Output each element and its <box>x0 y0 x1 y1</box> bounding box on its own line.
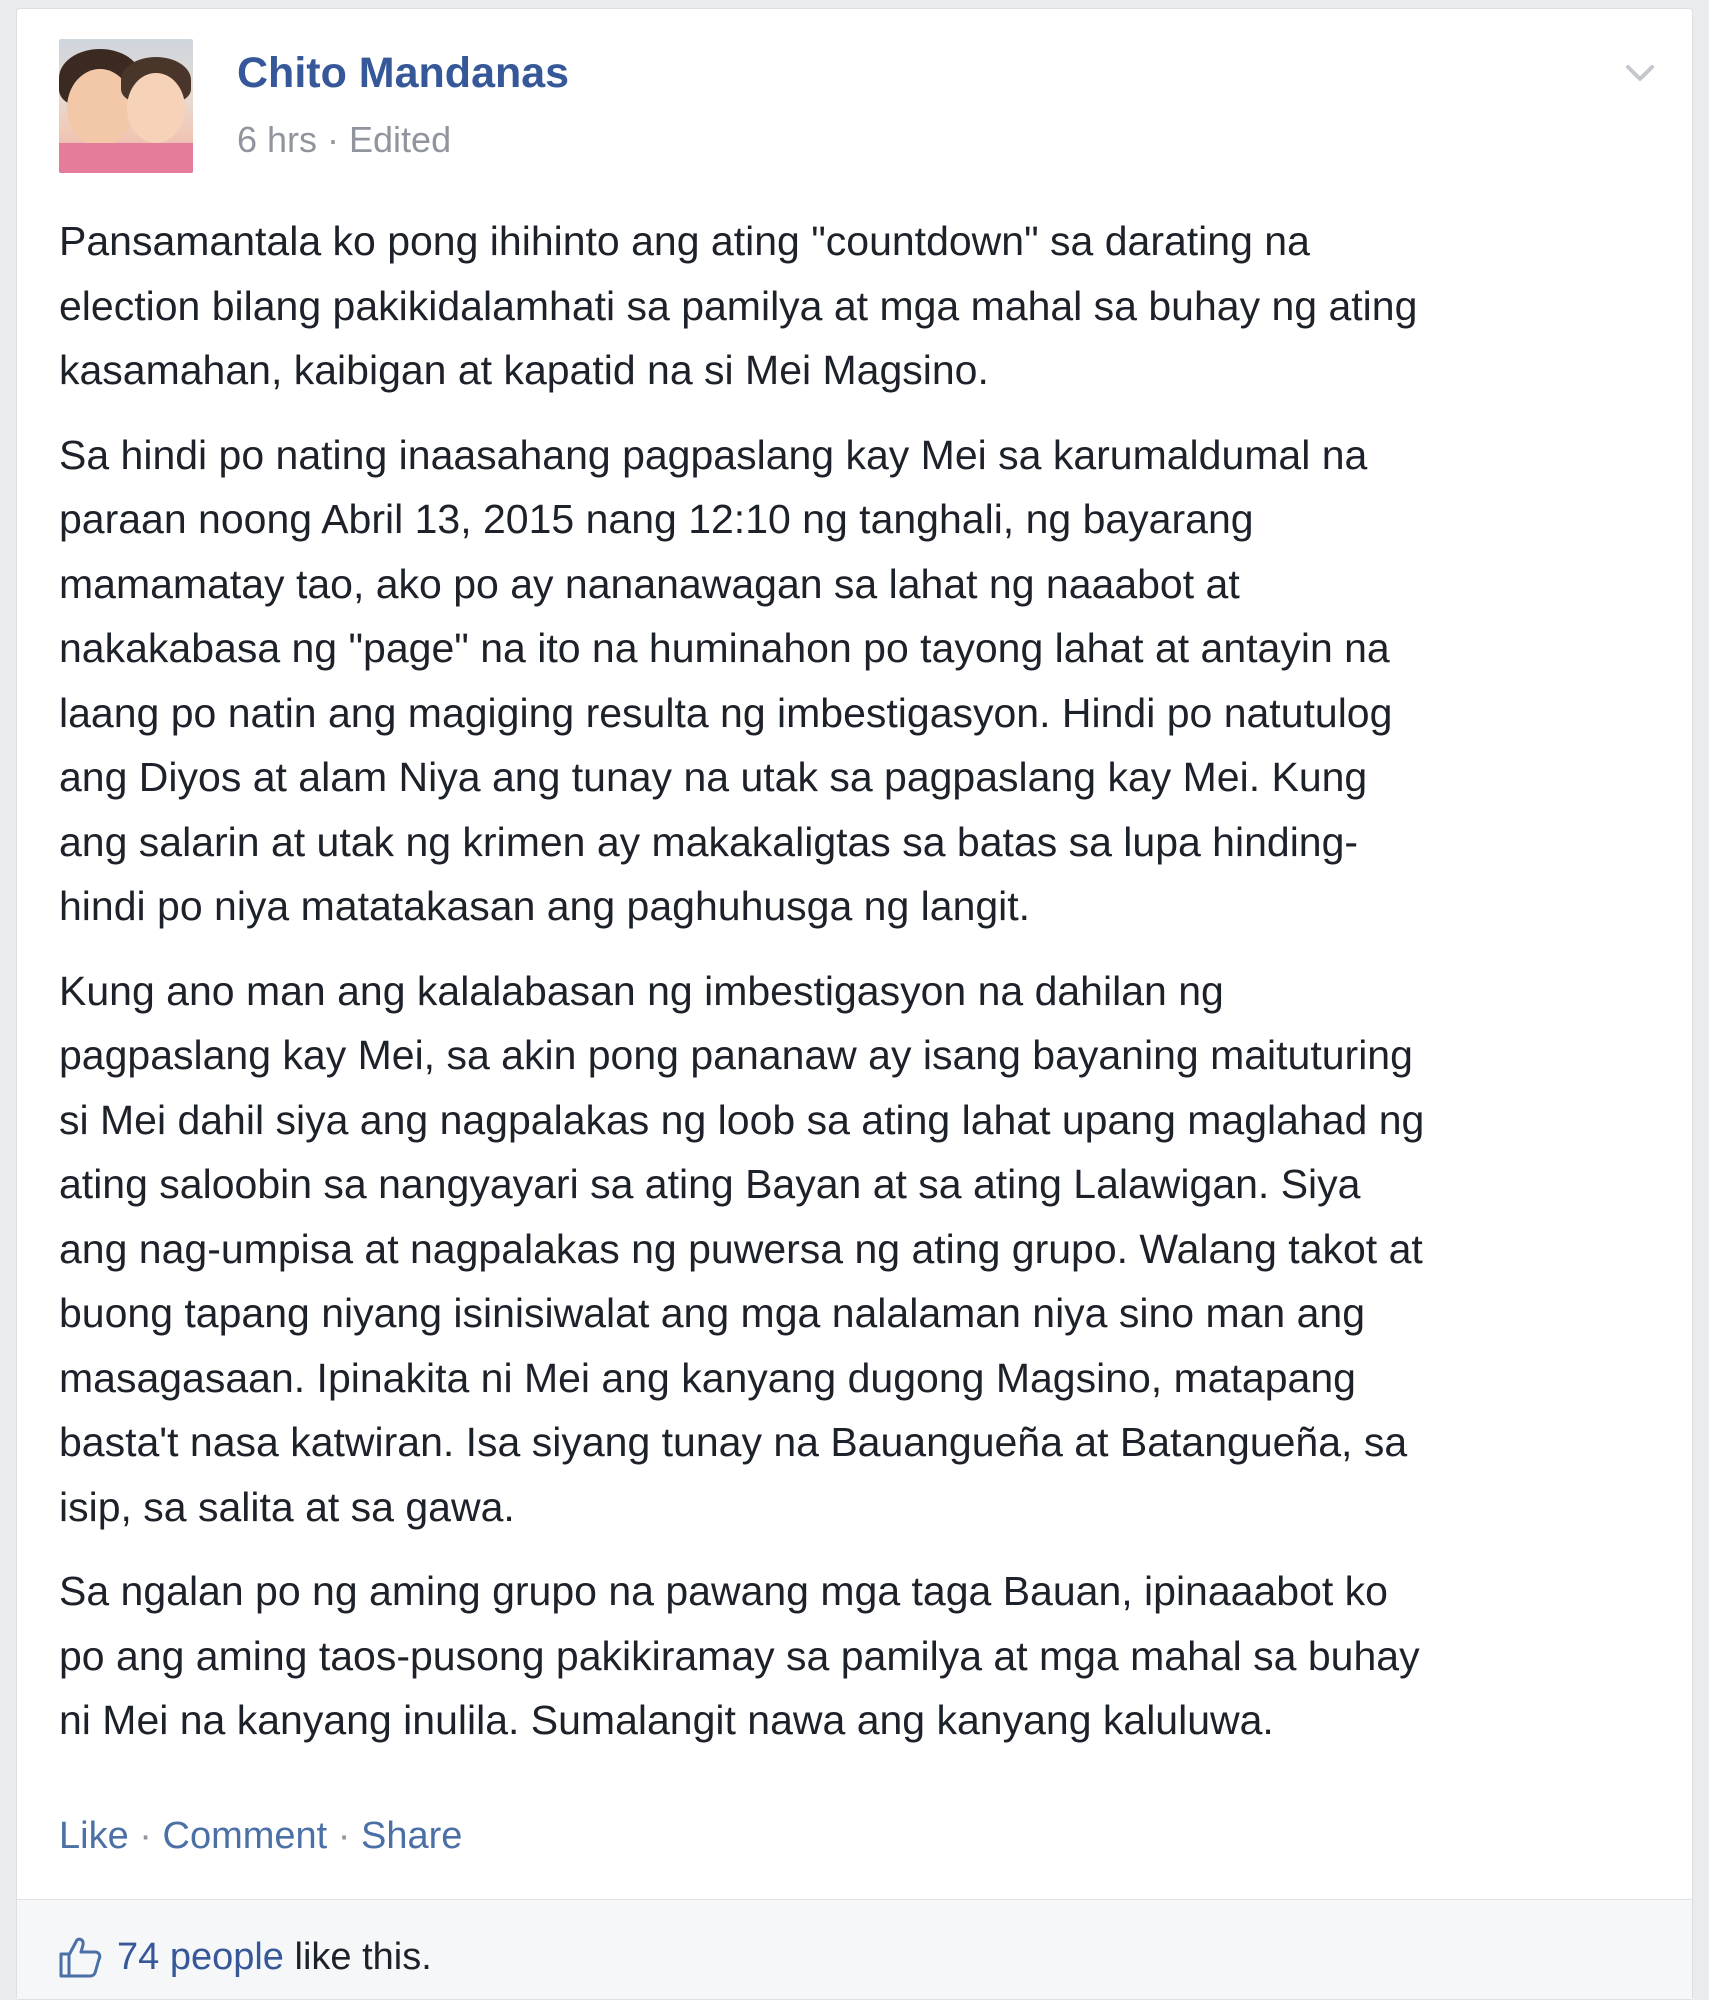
action-separator: · <box>327 1815 361 1857</box>
author-name[interactable]: Chito Mandanas <box>237 49 570 97</box>
post-card <box>16 8 1693 2000</box>
chevron-down-icon[interactable] <box>1620 53 1660 93</box>
thumbs-up-icon <box>57 1934 103 1980</box>
post-timestamp[interactable]: 6 hrs · Edited <box>237 119 452 160</box>
likes-bar <box>17 1899 1692 1999</box>
post-paragraph: Kung ano man ang kalalabasan ng imbestigasyon na dahilan ng pagpaslang kay Mei, sa akin pong pananaw ay isang bayaning maituturing si Mei dahil siya ang nagpalakas ng loob sa ating lahat upang maglahad ng ating saloobin sa nangyayari sa ating Bayan at sa ating Lalawigan. Siya ang nag-umpisa at nagpalakas ng puwersa ng ating grupo. Walang takot at buong tapang niyang isinisiwalat ang mga nalalaman niya sino man ang masagasaan. Ipinakita ni Mei ang kanyang dugong Magsino, matapang basta't nasa katwiran. Isa siyang tunay na Bauangueña at Batangueña, sa isip, sa salita at sa gawa. <box>59 967 1425 1530</box>
comment-link[interactable]: Comment <box>162 1815 328 1857</box>
avatar[interactable] <box>59 39 193 173</box>
likes-summary <box>117 1936 432 1979</box>
post-body <box>59 209 1669 1773</box>
avatar-shirt <box>59 143 193 173</box>
post-paragraph: Sa ngalan po ng aming grupo na pawang mga taga Bauan, ipinaaabot ko po ang aming taos-pusong pakikiramay sa pamilya at mga mahal sa buhay ni Mei na kanyang inulila. Sumalangit nawa ang kanyang kaluluwa. <box>59 1568 1420 1743</box>
post-paragraph: Sa hindi po nating inaasahang pagpaslang kay Mei sa karumaldumal na paraan noong Abril 13, 2015 nang 12:10 ng tanghali, ng bayarang mamamatay tao, ako po ay nananawagan sa lahat ng naaabot at nakakabasa ng "page" na ito na huminahon po tayong lahat at antayin na laang po natin ang magiging resulta ng imbestigasyon. Hindi po natutulog ang Diyos at alam Niya ang tunay na utak sa pagpaslang kay Mei. Kung ang salarin at utak ng krimen ay makakaligtas sa batas sa lupa hinding- hindi po niya matatakasan ang paghuhusga ng langit. <box>59 431 1393 929</box>
like-link[interactable]: Like <box>59 1815 129 1857</box>
likes-count-link[interactable]: 74 people <box>117 1936 284 1978</box>
avatar-face-right <box>127 73 185 143</box>
share-link[interactable]: Share <box>361 1815 463 1857</box>
likes-suffix: like this. <box>283 1936 432 1978</box>
post-header <box>59 39 1672 179</box>
post-paragraph: Pansamantala ko pong ihihinto ang ating "countdown" sa darating na election bilang pakikidalamhati sa pamilya at mga mahal sa buhay ng ating kasamahan, kaibigan at kapatid na si Mei Magsino. <box>59 218 1418 393</box>
post-actions <box>59 1815 462 1858</box>
action-separator: · <box>128 1815 163 1857</box>
